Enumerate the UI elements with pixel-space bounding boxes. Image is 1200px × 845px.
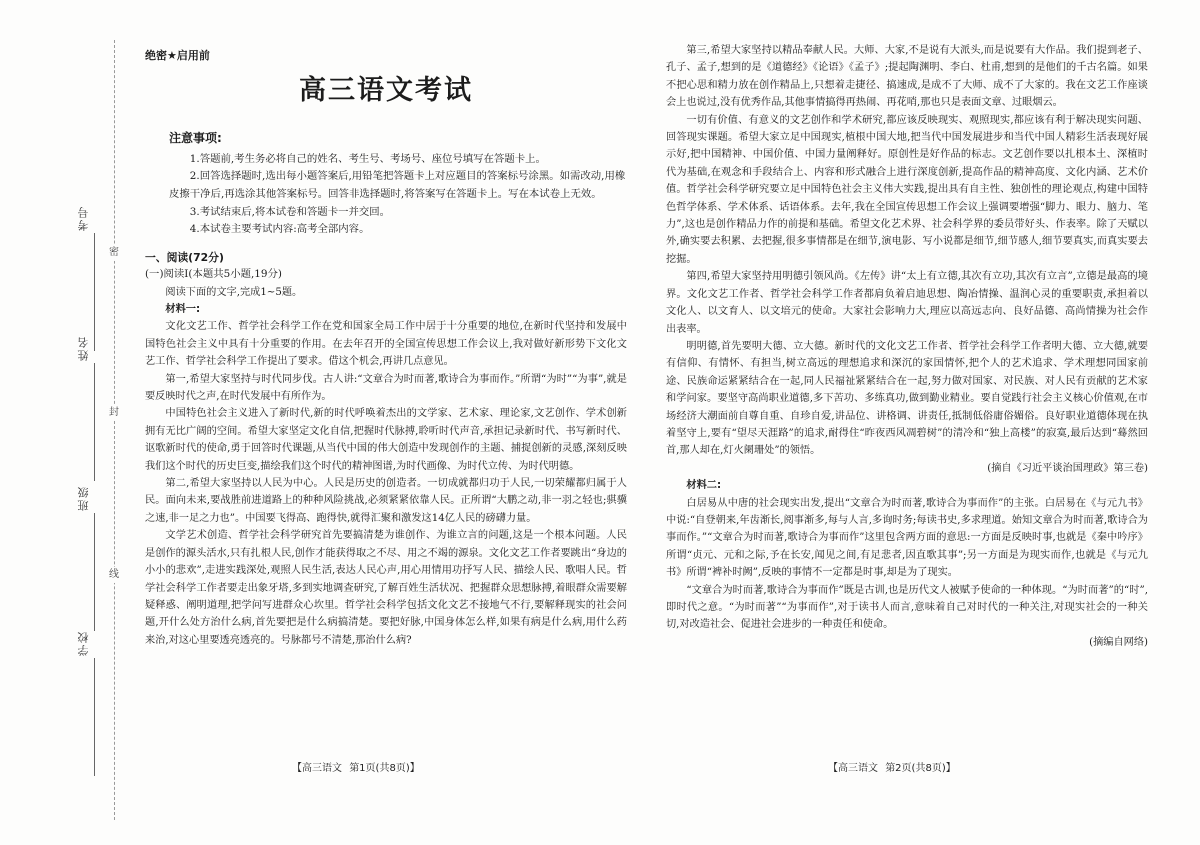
- passage-paragraph: 白居易从中唐的社会现实出发,提出“文章合为时而著,歌诗合为事而作”的主张。白居易在《与元九书》中说:“自登朝来,年齿渐长,阅事渐多,每与人言,多询时务;每读书史,多求理道。始知文章合为时而著,歌诗合为事而作。”“文章合为时而著,歌诗合为事而作”这里包含两方面的意思:一方面是反映时事,也就是《秦中吟序》所谓“贞元、元和之际,予在长安,闻见之间,有足悲者,因直歌其事”;另一方面是为现实而作,也就是《与元九书》所谓“裨补时阙”,反映的事情不一定都是时事,却是为了现实。: [666, 497, 1148, 579]
- passage-paragraph: 中国特色社会主义进入了新时代,新的时代呼唤着杰出的文学家、艺术家、理论家,文艺创作、学术创新拥有无比广阔的空间。希望大家坚定文化自信,把握时代脉搏,聆听时代声音,承担记录新时代、书写新时代、讴歌新时代的使命,勇于回答时代课题,从当代中国的伟大创造中发现创作的主题、捕捉创新的灵感,深刻反映我们这个时代的历史巨变,描绘我们这个时代的精神图谱,为时代画像、为时代立传、为时代明德。: [145, 408, 627, 472]
- binding-marker-mi: 密: [106, 245, 122, 261]
- class-field[interactable]: [72, 485, 112, 635]
- source-citation: (摘编自网络): [1089, 636, 1148, 648]
- binding-dashed-line: [114, 40, 115, 820]
- name-label: 姓名: [77, 335, 90, 361]
- instruction: 阅读下面的文字,完成1~5题。: [165, 286, 303, 298]
- footer-subject: 【高三语文: [828, 763, 878, 774]
- binding-margin: [0, 0, 118, 845]
- binding-marker-feng: 封: [106, 405, 122, 421]
- material-two-label: 材料二:: [686, 480, 722, 492]
- class-line: [94, 513, 95, 631]
- school-field[interactable]: [72, 630, 112, 780]
- exam-number-field[interactable]: [72, 205, 112, 355]
- passage-paragraph: 第三,希望大家坚持以精品奉献人民。大师、大家,不是说有大派头,而是说要有大作品。我们提到老子、孔子、孟子,想到的是《道德经》《论语》《孟子》;提起陶渊明、李白、杜甫,想到的是他们的千古名篇。如果不把心思和精力放在创作精品上,只想着走捷径、搞速成,是成不了大师、成不了大家的。我在文艺工作座谈会上也说过,没有优秀作品,其他事情搞得再热闹、再花哨,那也只是表面文章、过眼烟云。: [666, 45, 1148, 109]
- passage-paragraph: 文学艺术创造、哲学社会科学研究首先要搞清楚为谁创作、为谁立言的问题,这是一个根本问题。人民是创作的源头活水,只有扎根人民,创作才能获得取之不尽、用之不竭的源泉。文化文艺工作者要跳出“身边的小小的悲欢”,走进实践深处,观照人民生活,表达人民心声,用心用情用功抒写人民、描绘人民、歌唱人民。哲学社会科学工作者要走出象牙塔,多到实地调查研究,了解百姓生活状况、把握群众思想脉搏,着眼群众需要解疑释惑、阐明道理,把学问写进群众心坎里。哲学社会科学包括文化文艺不接地气不行,要解释现实的社会问题,开什么处方治什么病,首先要把是什么病搞清楚。要把好脉,中国身体怎么样,如果有病是什么病,用什么药来治,对这心里要透亮透亮的。号脉都号不清楚,那治什么病?: [145, 530, 627, 646]
- footer-page-number: 第1页(共8页)】: [349, 763, 420, 774]
- right-page: [666, 42, 1148, 651]
- passage-paragraph: 明明德,首先要明大德、立大德。新时代的文化文艺工作者、哲学社会科学工作者明大德、立大德,就要有信仰、有情怀、有担当,树立高远的理想追求和深沉的家国情怀,把个人的艺术追求、学术理想同国家前途、民族命运紧紧结合在一起,同人民福祉紧紧结合在一起,努力做对国家、对民族、对人民有贡献的艺术家和学问家。要坚守高尚职业道德,多下苦功、多练真功,做到勤业精业。要自觉践行社会主义核心价值观,在市场经济大潮面前自尊自重、自珍自爱,讲品位、讲格调、讲责任,抵制低俗庸俗媚俗。良好职业道德体现在执着坚守上,要有“望尽天涯路”的追求,耐得住“昨夜西风凋碧树”的清冷和“独上高楼”的寂寞,最后达到“蓦然回首,那人却在,灯火阑珊处”的领悟。: [666, 340, 1148, 457]
- right-page-footer: [826, 759, 958, 774]
- passage-paragraph: 第一,希望大家坚持与时代同步伐。古人讲:“文章合为时而著,歌诗合为事而作。”所谓“为时”“为事”,就是要反映时代之声,在时代发展中有所作为。: [145, 373, 627, 403]
- passage-paragraph: 第四,希望大家坚持用明德引领风尚。《左传》讲“太上有立德,其次有立功,其次有立言”,立德是最高的境界。文化文艺工作者、哲学社会科学工作者都肩负着启迪思想、陶冶情操、温润心灵的重要职责,承担着以文化人、以文育人、以文培元的使命。大家社会影响力大,理应以高远志向、良好品德、高尚情操为社会作出表率。: [666, 271, 1148, 335]
- exam-number-line: [94, 233, 95, 351]
- footer-page-number: 第2页(共8页)】: [885, 763, 956, 774]
- passage-paragraph: 文化文艺工作、哲学社会科学工作在党和国家全局工作中居于十分重要的地位,在新时代坚持和发展中国特色社会主义中具有十分重要的作用。在去年召开的全国宣传思想工作会议上,我对做好新形势下文化文艺工作、哲学社会科学工作提出了要求。借这个机会,再讲几点意见。: [145, 321, 627, 368]
- school-line: [94, 658, 95, 776]
- passage-paragraph: “文章合为时而著,歌诗合为事而作”既是古训,也是历代文人被赋予使命的一种体现。“为时而著”的“时”,即时代之意。“为时而著”“为事而作”,对于读书人而言,意味着自己对时代的一种关注,对现实社会的一种关切,对改造社会、促进社会进步的一种责任和使命。: [666, 584, 1148, 631]
- class-label: 班级: [77, 485, 90, 511]
- section-heading: 一、阅读(72分): [145, 250, 224, 264]
- name-field[interactable]: [72, 335, 112, 485]
- note-item: 1.答题前,考生务必将自己的姓名、考生号、考场号、座位号填写在答题卡上。: [189, 152, 546, 165]
- exam-title: 高三语文考试: [299, 75, 473, 107]
- passage-paragraph: 第二,希望大家坚持以人民为中心。人民是历史的创造者。一切成就都归功于人民,一切荣耀都归属于人民。面向未来,要战胜前进道路上的种种风险挑战,必须紧紧依靠人民。正所谓“大鹏之动,非一羽之轻也;骐骥之速,非一足之力也”。中国要飞得高、跑得快,就得汇聚和激发这14亿人民的磅礴力量。: [145, 478, 627, 524]
- school-label: 学校: [77, 630, 90, 656]
- note-item: 3.考试结束后,将本试卷和答题卡一并交回。: [189, 205, 391, 218]
- source-citation: (摘自《习近平谈治国理政》第三卷): [987, 462, 1148, 474]
- secret-mark: 绝密★启用前: [145, 49, 210, 62]
- material-one-label: 材料一:: [165, 304, 201, 315]
- passage-paragraph: 一切有价值、有意义的文艺创作和学术研究,都应该反映现实、观照现实,都应该有利于解决现实问题、回答现实课题。希望大家立足中国现实,植根中国大地,把当代中国发展进步和当代中国人精彩生活表现好展示好,把中国精神、中国价值、中国力量阐释好。原创性是好作品的标志。文艺创作要以扎根本土、深植时代为基础,在观念和手段结合上、内容和形式融合上进行深度创新,提高作品的精神高度、文化内涵、艺术价值。哲学社会科学研究要立足中国特色社会主义伟大实践,提出具有自主性、独创性的理论观点,构建中国特色哲学体系、学术体系、话语体系。去年,我在全国宣传思想工作会议上强调要增强“脚力、眼力、脑力、笔力”,这也是创作精品力作的前提和基础。希望文化艺术界、社会科学界的委员带好头、作表率。除了天赋以外,确实要去积累、去把握,很多事情都是在细节,演电影、写小说都是细节,细节感人,细节要真实,而真实要去挖掘。: [666, 114, 1148, 265]
- left-page: [145, 42, 627, 649]
- name-line: [94, 363, 95, 481]
- note-item: 4.本试卷主要考试内容:高考全部内容。: [189, 223, 370, 236]
- binding-marker-xian: 线: [106, 567, 122, 583]
- notes-title: 注意事项:: [169, 131, 222, 146]
- footer-subject: 【高三语文: [292, 763, 342, 774]
- subsection-heading: (一)阅读Ⅰ(本题共5小题,19分): [145, 268, 282, 281]
- exam-number-label: 考号: [77, 205, 90, 231]
- left-page-footer: [290, 759, 422, 774]
- note-item: 2.回答选择题时,选出每小题答案后,用铅笔把答题卡上对应题目的答案标号涂黑。如需改动,用橡皮擦干净后,再选涂其他答案标号。回答非选择题时,将答案写在答题卡上。写在本试卷上无效。: [169, 170, 626, 200]
